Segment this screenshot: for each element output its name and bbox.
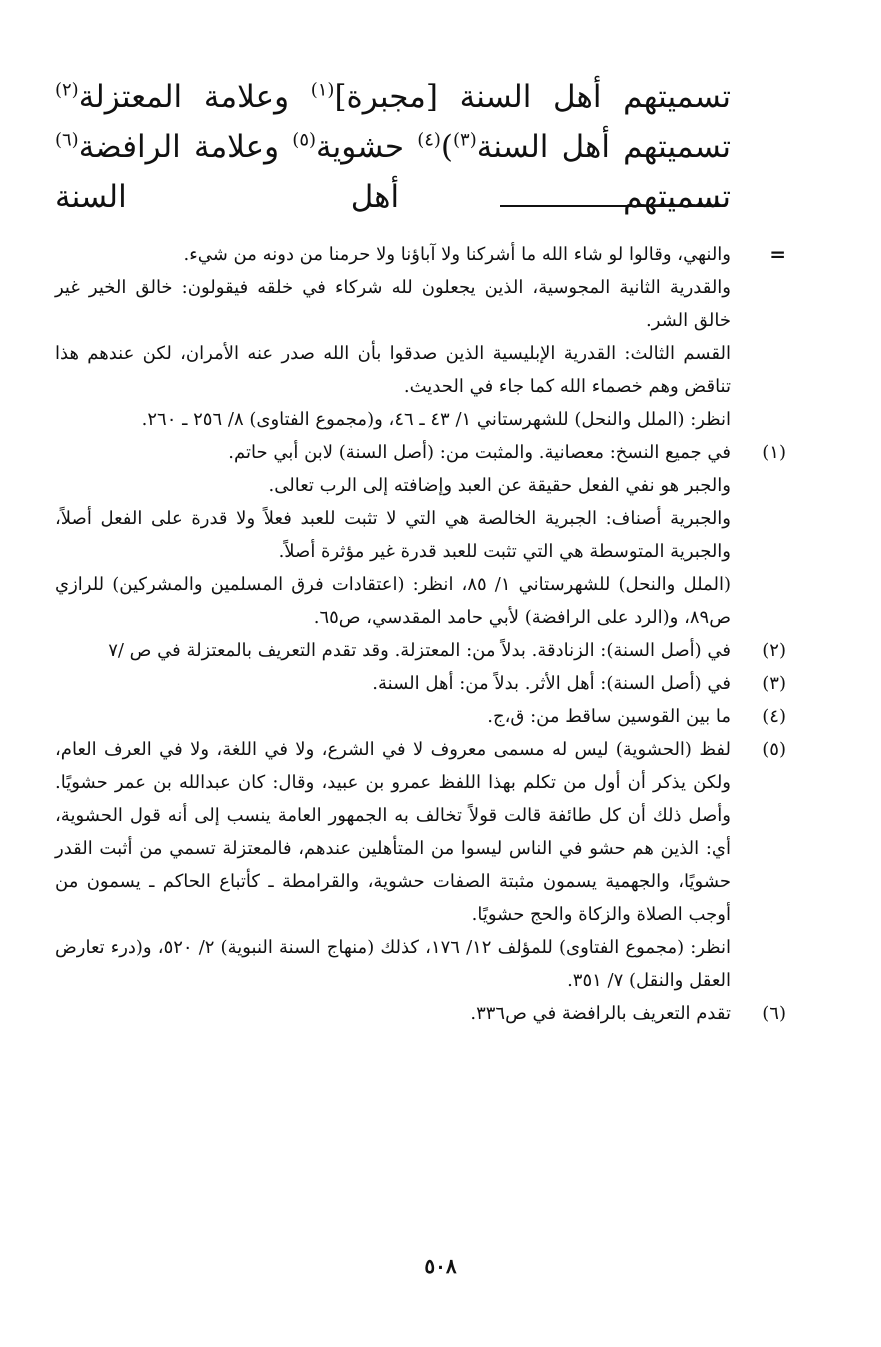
footnote-paragraph: انظر: (الملل والنحل) للشهرستاني ١/ ٤٣ ـ ٤٦، و(مجموع الفتاوى) ٨/ ٢٥٦ ـ ٢٦٠. (141, 409, 731, 430)
footnote-ref-5: (٥) (292, 129, 316, 151)
footnote-body (55, 634, 731, 667)
main-text-part: وعلامة الرافضة (78, 129, 293, 165)
footnote-paragraph: في جميع النسخ: معصانية. والمثبت من: (أصل السنة) لابن أبي حاتم. (228, 442, 731, 463)
page-number: ٥٠٨ (424, 1254, 457, 1278)
footnote-paragraph: القسم الثالث: القدرية الإبليسية الذين صدقوا بأن الله صدر عنه الأمران، لكن عندهم هذا تناقض وهم خصماء الله كما جاء في الحديث. (55, 343, 731, 397)
footnotes (55, 238, 786, 1030)
footnote-number: (٤) (762, 706, 786, 727)
footnote-3 (55, 667, 786, 700)
main-text (55, 72, 731, 222)
footnote-4 (55, 700, 786, 733)
continuation-marker: = (769, 242, 786, 266)
footnote-paragraph: ما بين القوسين ساقط من: ق،ج. (487, 706, 731, 727)
footnote-paragraph: لفظ (الحشوية) ليس له مسمى معروف لا في الشرع، ولا في اللغة، ولا في العرف العام، ولكن يذكر أن أول من تكلم بهذا اللفظ عمرو بن عبيد، وقال: كان عبدالله بن عمر حشويًا. وأصل ذلك أن كل طائفة قالت قولاً تخالف به الجمهور العامة ينسب إلى أنه قول الحشوية، أي: الذين هم حشو في الناس ليسوا من المتأهلين عندهم، فالمعتزلة تسمي من أثبت القدر حشويًا، والجهمية يسمون مثبتة الصفات حشوية، والقرامطة ـ كأتباع الحاكم ـ يسمون من أوجب الصلاة والزكاة والحج حشويًا. (55, 739, 731, 925)
footnote-body (55, 436, 731, 634)
footnote-number: (٥) (762, 739, 786, 760)
main-text-part: تسميتهم أهل السنة [مجبرة] (334, 79, 732, 115)
footnote-body (55, 997, 731, 1030)
footnote-ref-3: (٣) (453, 129, 477, 151)
footnote-paragraph: انظر: (مجموع الفتاوى) للمؤلف ١٢/ ١٧٦، كذلك (منهاج السنة النبوية) ٢/ ٥٢٠، و(درء تعارض العقل والنقل) ٧/ ٣٥١. (55, 937, 732, 991)
footnote-paragraph: (الملل والنحل) للشهرستاني ١/ ٨٥، انظر: (اعتقادات فرق المسلمين والمشركين) للرازي ص٨٩، و(الرد على الرافضة) لأبي حامد المقدسي، ص٦٥. (55, 574, 731, 628)
main-text-part: حشوية (315, 129, 418, 165)
footnote-paragraph: والنهي، وقالوا لو شاء الله ما أشركنا ولا آباؤنا ولا حرمنا من دونه من شيء. (183, 244, 731, 265)
footnote-body (55, 700, 731, 733)
footnote-continuation (55, 238, 786, 436)
main-text-part: ) (440, 129, 454, 165)
footnote-1 (55, 436, 786, 634)
main-text-part: تسميتهم أهل السنة (476, 129, 731, 165)
main-text-part: تسميتهم أهل السنة (55, 179, 731, 215)
footnote-paragraph: والقدرية الثانية المجوسية، الذين يجعلون لله شركاء في خلقه فيقولون: خالق الخير غير خالق الشر. (55, 277, 731, 331)
footnote-number: (٢) (762, 640, 786, 661)
footnote-body (55, 667, 731, 700)
footnote-ref-4: (٤) (417, 129, 441, 151)
footnote-separator (500, 205, 722, 207)
footnote-body (55, 238, 731, 436)
footnote-ref-2: (٢) (55, 79, 79, 101)
footnote-paragraph: تقدم التعريف بالرافضة في ص٣٣٦. (470, 1003, 731, 1024)
footnote-body (55, 733, 731, 997)
footnote-ref-1: (١) (310, 79, 335, 101)
footnote-paragraph: في (أصل السنة): أهل الأثر. بدلاً من: أهل السنة. (372, 673, 731, 694)
main-text-part: وعلامة المعتزلة (78, 79, 311, 115)
footnote-paragraph: والجبر هو نفي الفعل حقيقة عن العبد وإضافته إلى الرب تعالى. (268, 475, 731, 496)
footnote-5 (55, 733, 786, 997)
footnote-ref-6: (٦) (55, 129, 79, 151)
footnote-number: (٦) (762, 1003, 786, 1024)
footnote-number: (١) (762, 442, 786, 463)
footnote-number: (٣) (762, 673, 786, 694)
footnote-6 (55, 997, 786, 1030)
footnote-paragraph: في (أصل السنة): الزنادقة. بدلاً من: المعتزلة. وقد تقدم التعريف بالمعتزلة في ص /٧ (108, 640, 731, 661)
footnote-2 (55, 634, 786, 667)
footnote-paragraph: والجبرية أصناف: الجبرية الخالصة هي التي لا تثبت للعبد فعلاً ولا قدرة على الفعل أصلاً، والجبرية المتوسطة هي التي تثبت للعبد قدرة غير مؤثرة أصلاً. (55, 508, 731, 562)
